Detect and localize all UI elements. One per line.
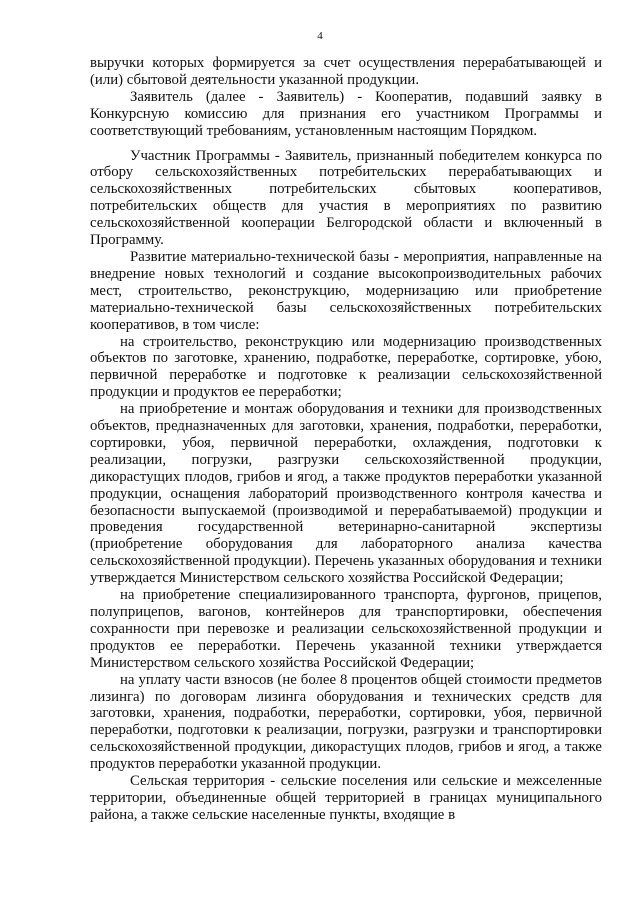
paragraph-applicant-definition: Заявитель (далее - Заявитель) - Кооператив, подавший заявку в Конкурсную комиссию для признания его участником Программы и соответствующий требованиям, установленным настоящим Порядком. <box>90 88 602 139</box>
list-item-equipment: на приобретение и монтаж оборудования и техники для производственных объектов, предназначенных для заготовки, хранения, подработки, переработки, сортировки, убоя, первичной переработки, охлаждения, подготовки к реализации, погрузки, разгрузки сельскохозяйственной продукции, дикорастущих плодов, грибов и ягод, а также продуктов переработки указанной продукции, оснащения лабораторий производственного контроля качества и безопасности выпускаемой (производимой и перерабатываемой) продукции и проведения государственной ветеринарно-санитарной экспертизы (приобретение оборудования для лабораторного анализа качества сельскохозяйственной продукции). Перечень указанных оборудования и техники утверждается Министерством сельского хозяйства Российской Федерации; <box>90 401 602 587</box>
list-item-transport: на приобретение специализированного транспорта, фургонов, прицепов, полуприцепов, вагонов, контейнеров для транспортировки, обеспечения сохранности при перевозке и реализации сельскохозяйственной продукции и продуктов ее переработки. Перечень указанной техники утверждается Министерством сельского хозяйства Российской Федерации; <box>90 587 602 671</box>
paragraph-material-base-definition: Развитие материально-технической базы - мероприятия, направленные на внедрение новых технологий и создание высокопроизводительных рабочих мест, строительство, реконструкцию, модернизацию или приобретение материально-технической базы сельскохозяйственных потребительских кооперативов, в том числе: <box>90 248 602 333</box>
list-item-construction: на строительство, реконструкцию или модернизацию производственных объектов по заготовке, хранению, подработке, переработке, сортировке, убою, первичной переработке и подготовке к реализации сельскохозяйственной продукции и продуктов ее переработки; <box>90 333 602 401</box>
paragraph-participant-definition: Участник Программы - Заявитель, признанный победителем конкурса по отбору сельскохозяйственных потребительских перерабатывающих и сельскохозяйственных потребительских сбытовых кооперативов, потребительских обществ для участия в мероприятиях по развитию сельскохозяйственной кооперации Белгородской области и включенный в Программу. <box>90 147 602 249</box>
paragraph-rural-territory-definition: Сельская территория - сельские поселения или сельские и межселенные территории, объединенные общей территорией в границах муниципального района, а также сельские населенные пункты, входящие в <box>90 773 602 823</box>
list-item-leasing: на уплату части взносов (не более 8 процентов общей стоимости предметов лизинга) по договорам лизинга оборудования и технических средств для заготовки, хранения, подработки, переработки, сортировки, убоя, первичной переработки, подготовки к реализации, погрузки, разгрузки и транспортировки сельскохозяйственной продукции, дикорастущих плодов, грибов и ягод, а также продуктов переработки указанной продукции. <box>90 671 602 773</box>
paragraph-continuation: выручки которых формируется за счет осуществления перерабатывающей и (или) сбытовой деятельности указанной продукции. <box>90 55 602 88</box>
document-body <box>90 55 602 824</box>
page-number: 4 <box>317 30 323 42</box>
